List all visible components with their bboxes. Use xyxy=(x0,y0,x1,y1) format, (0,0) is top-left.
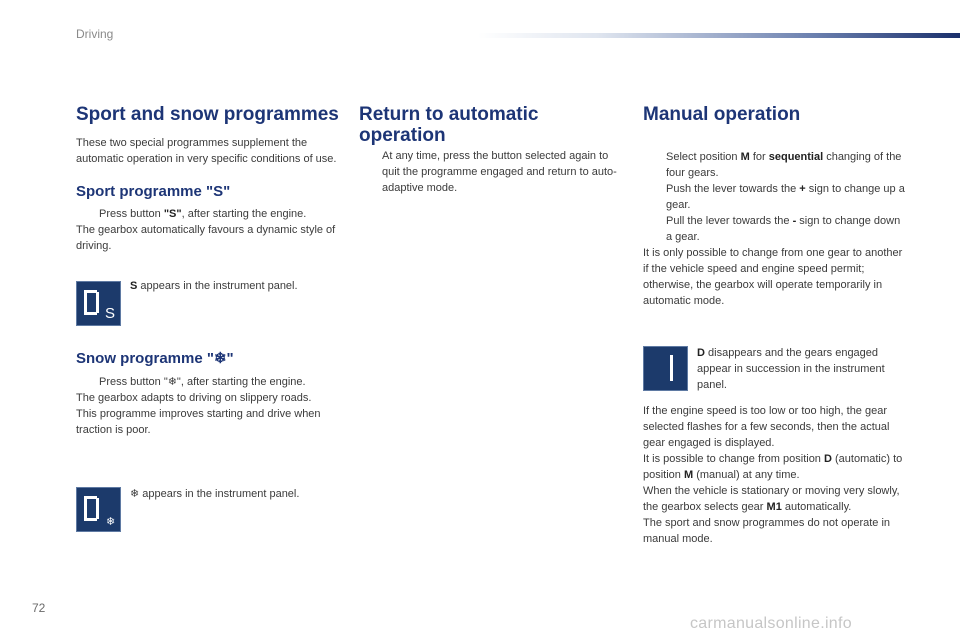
manual-paragraph-1: It is only possible to change from one gear to another if the vehicle speed and engine speed permit; otherwise, the gearbox will operate temporarily in automatic mode. xyxy=(643,247,903,307)
svg-text:S: S xyxy=(105,305,116,322)
section-label: Driving xyxy=(76,27,114,41)
manual-operation-notes xyxy=(643,403,905,547)
manual-bullet-2: Push the lever towards the + sign to change up a gear. xyxy=(666,183,905,211)
manual-paragraph-4: When the vehicle is stationary or moving very slowly, the gearbox selects gear M1 automatically. xyxy=(643,485,900,513)
manual-bullet-1: Select position M for sequential changing of the four gears. xyxy=(666,151,902,179)
manual-paragraph-2: If the engine speed is too low or too high, the gear selected flashes for a few seconds, then the actual gear engaged is displayed. xyxy=(643,405,890,449)
header-gradient-bar xyxy=(478,33,960,38)
manual-operation-text xyxy=(643,149,905,309)
return-bullet: At any time, press the button selected again to quit the programme engaged and return to auto-adaptive mode. xyxy=(382,150,617,194)
sport-bullet: Press button "S", after starting the engine. xyxy=(99,208,307,220)
sport-description: The gearbox automatically favours a dynamic style of driving. xyxy=(76,224,336,252)
manual-paragraph-3: It is possible to change from position D (automatic) to position M (manual) at any time. xyxy=(643,453,903,481)
gearbox-display-D-S-icon xyxy=(76,281,121,326)
sport-snow-title: Sport and snow programmes xyxy=(76,104,339,125)
sport-snow-intro: These two special programmes supplement the automatic operation in very specific conditions of use. xyxy=(76,137,337,165)
gear-display-1-icon xyxy=(643,346,688,391)
watermark: carmanualsonline.info xyxy=(690,615,852,632)
manual-paragraph-5: The sport and snow programmes do not operate in manual mode. xyxy=(643,517,891,545)
page-number: 72 xyxy=(32,601,46,615)
sport-programme-title: Sport programme "S" xyxy=(76,183,231,200)
return-automatic-title: Return to automatic operation xyxy=(359,104,539,146)
snow-programme-title: Snow programme "❄" xyxy=(76,350,234,367)
snow-programme-text xyxy=(76,374,342,438)
snow-description-2: This programme improves starting and drive when traction is poor. xyxy=(76,408,321,436)
gear-indicator-text: D disappears and the gears engaged appear in succession in the instrument panel. xyxy=(697,347,885,391)
snow-bullet: Press button "❄", after starting the engine. xyxy=(99,376,306,388)
sport-programme-text xyxy=(76,206,342,254)
sport-indicator-text: S appears in the instrument panel. xyxy=(130,280,298,292)
manual-operation-title: Manual operation xyxy=(643,104,801,125)
manual-bullet-3: Pull the lever towards the - sign to change down a gear. xyxy=(666,215,901,243)
svg-text:❄: ❄ xyxy=(106,515,116,528)
snow-description: The gearbox adapts to driving on slippery roads. xyxy=(76,392,312,404)
snow-indicator-text: ❄ appears in the instrument panel. xyxy=(130,488,300,500)
gearbox-display-D-snowflake-icon xyxy=(76,487,121,532)
return-automatic-text xyxy=(359,148,619,196)
